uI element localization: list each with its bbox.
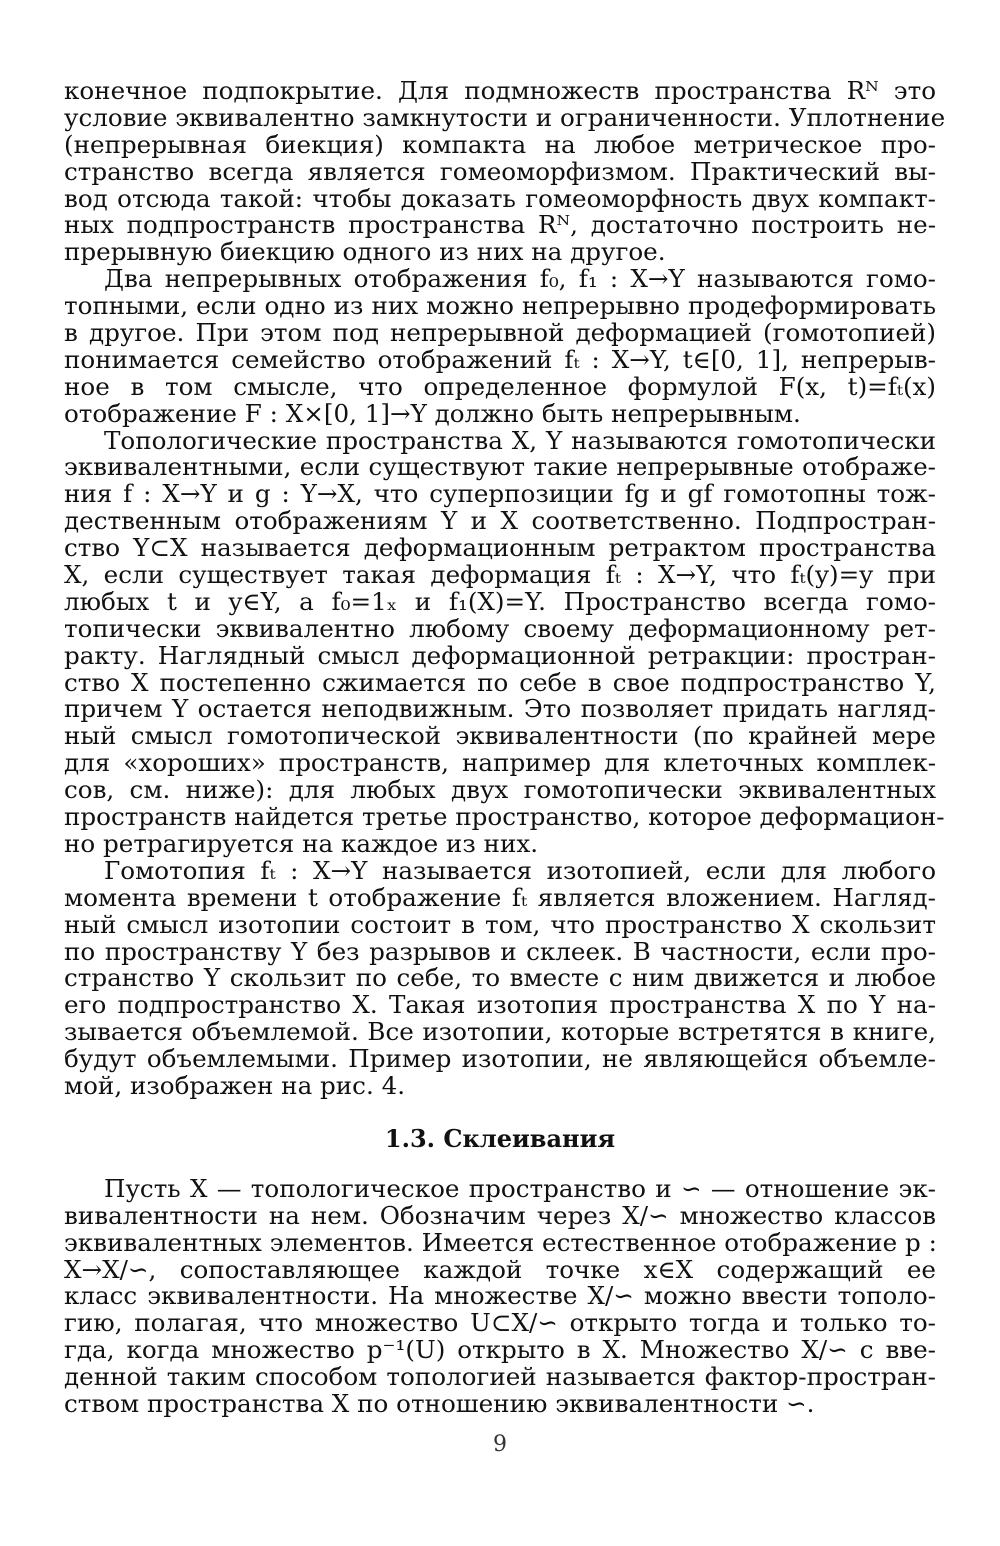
text-line: но ретрагируется на каждое из них. [64, 828, 539, 858]
text-line: ракту. Наглядный смысл деформационной ретракции: простран- [64, 640, 936, 670]
text-line: понимается семейство отображений fₜ : X→Y, t∈[0, 1], непрерыв- [64, 344, 936, 374]
text-line: в другое. При этом под непрерывной деформацией (гомотопией) [64, 318, 936, 348]
paragraph-isotopy [64, 855, 936, 1100]
text-line: Гомотопия fₜ : X→Y называется изотопией, если для любого [104, 855, 936, 885]
text-line: ство Y⊂X называется деформационным ретрактом пространства [64, 533, 936, 563]
text-line: Пусть X — топологическое пространство и ∽ — отношение эк- [104, 1173, 936, 1203]
text-line: сов, см. ниже): для любых двух гомотопически эквивалентных [64, 775, 936, 805]
text-line: по пространству Y без разрывов и склеек. В частности, если про- [64, 936, 936, 966]
text-line: зывается объемлемой. Все изотопии, которые встретятся в книге, [64, 1017, 936, 1047]
section-heading: 1.3. Склеивания [384, 1123, 616, 1153]
text-line: топными, если одно из них можно непрерывно продеформировать [64, 291, 936, 321]
text-line: (непрерывная биекция) компакта на любое метрическое про- [64, 129, 936, 159]
paragraph-homotopic-maps [64, 266, 936, 427]
text-line: ством пространства X по отношению эквивалентности ∽. [64, 1388, 815, 1418]
text-line: денной таким способом топологией называется фактор-простран- [64, 1362, 936, 1392]
text-line: ство X постепенно сжимается по себе в свое подпространство Y, [64, 667, 936, 697]
text-line: ных подпространств пространства Rᴺ, достаточно построить не- [64, 210, 936, 240]
text-line: будут объемлемыми. Пример изотопии, не являющейся объемле- [64, 1044, 936, 1074]
text-line: гию, полагая, что множество U⊂X/∽ открыто тогда и только то- [64, 1308, 936, 1338]
text-line: ный смысл изотопии состоит в том, что пространство X скользит [64, 909, 936, 939]
paragraph-quotient-space [64, 1173, 937, 1418]
text-line: эквивалентных элементов. Имеется естественное отображение p : [64, 1227, 937, 1257]
page-body [64, 76, 946, 1418]
text-line: ное в том смысле, что определенное формулой F(x, t)=fₜ(x) [64, 371, 936, 401]
text-line: ный смысл гомотопической эквивалентности (по крайней мере [64, 721, 936, 751]
text-line: конечное подпокрытие. Для подмножеств пространства Rᴺ это [64, 76, 936, 105]
text-line: топически эквивалентно любому своему деформационному рет- [64, 613, 936, 643]
text-line: странство всегда является гомеоморфизмом. Практический вы- [64, 156, 936, 186]
text-line: Топологические пространства X, Y называются гомотопически [104, 425, 936, 455]
text-line: дественным отображениям Y и X соответственно. Подпростран- [64, 506, 936, 536]
text-line: условие эквивалентно замкнутости и ограниченности. Уплотнение [64, 102, 946, 132]
paragraph-homotopy-equivalence [64, 425, 945, 858]
text-line: гда, когда множество p⁻¹(U) открыто в X. Множество X/∽ с вве- [64, 1335, 936, 1365]
text-line: любых t и y∈Y, а f₀=1ₓ и f₁(X)=Y. Пространство всегда гомо- [64, 586, 936, 616]
text-line: для «хороших» пространств, например для клеточных комплек- [64, 748, 936, 778]
text-line: странство Y скользит по себе, то вместе с ним движется и любое [64, 963, 936, 993]
text-line: эквивалентными, если существуют такие непрерывные отображе- [64, 452, 936, 482]
text-line: вивалентности на нем. Обозначим через X/∽ множество классов [64, 1200, 936, 1230]
text-line: его подпространство X. Такая изотопия пространства X по Y на- [64, 990, 936, 1020]
text-line: пространств найдется третье пространство, которое деформацион- [64, 802, 945, 832]
text-line: прерывную биекцию одного из них на другое. [64, 237, 666, 267]
paragraph-compact-homeomorphism [64, 76, 946, 267]
text-line: класс эквивалентности. На множестве X/∽ можно ввести тополо- [64, 1281, 936, 1311]
text-line: отображение F : X×[0, 1]→Y должно быть непрерывным. [64, 398, 801, 428]
text-line: причем Y остается неподвижным. Это позволяет придать нагляд- [64, 694, 936, 724]
text-line: X→X/∽, сопоставляющее каждой точке x∈X содержащий ее [64, 1254, 936, 1284]
text-line: момента времени t отображение fₜ является вложением. Нагляд- [64, 882, 936, 912]
text-line: X, если существует такая деформация fₜ : X→Y, что fₜ(y)=y при [64, 560, 936, 590]
text-line: ния f : X→Y и g : Y→X, что суперпозиции fg и gf гомотопны тож- [64, 479, 936, 509]
text-line: вод отсюда такой: чтобы доказать гомеоморфность двух компакт- [64, 183, 936, 213]
page-number: 9 [493, 1432, 507, 1457]
text-line: Два непрерывных отображения f₀, f₁ : X→Y называются гомо- [104, 264, 936, 294]
text-line: мой, изображен на рис. 4. [64, 1070, 406, 1100]
